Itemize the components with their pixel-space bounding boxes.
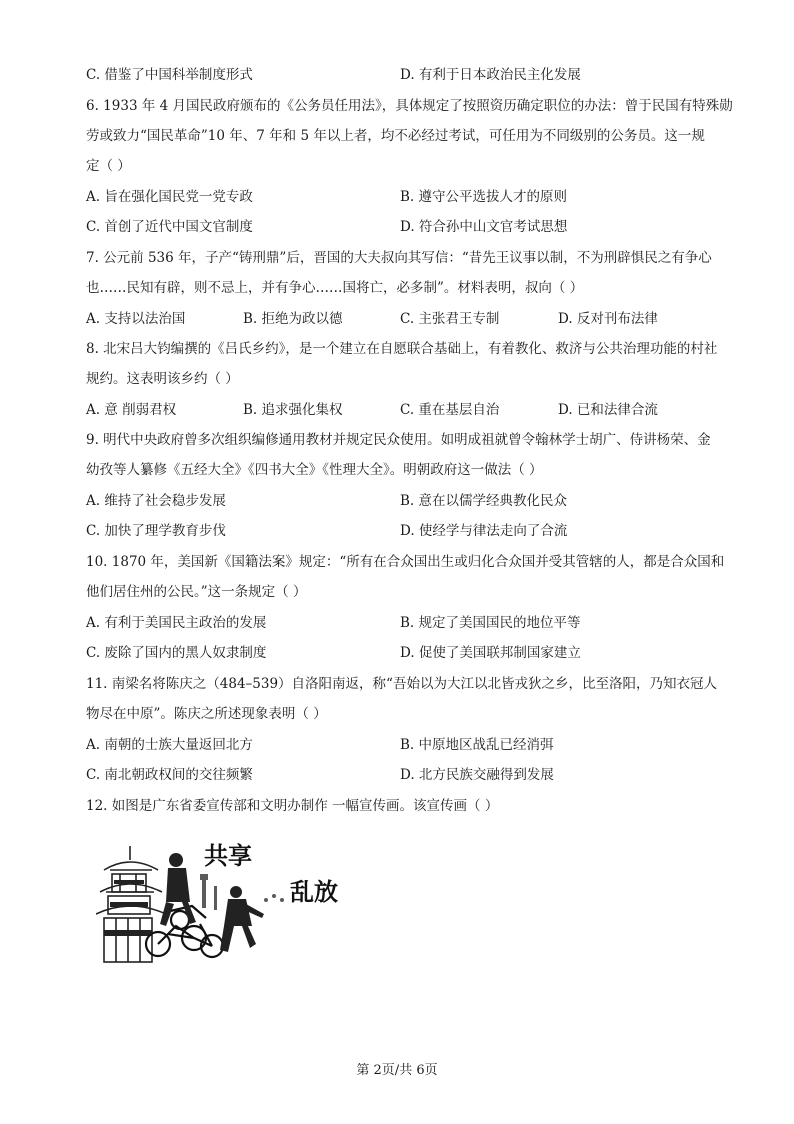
q10-stem-line-2: 他们居住州的公民。”这一条规定（ ）	[86, 584, 307, 600]
poster-text-bottom: 乱放	[290, 878, 338, 906]
q6-stem-line-2: 劳或致力“国民革命”10 年、7 年和 5 年以上者，均不必经过考试，可任用为不同级别的公务员。这一规	[86, 128, 705, 144]
q9-option-a: A. 维持了社会稳步发展	[86, 493, 226, 509]
page-number: 第 2页/共 6页	[356, 1063, 438, 1078]
q8-stem-line-1: 8. 北宋吕大钧编撰的《吕氏乡约》，是一个建立在自愿联合基础上，有着教化、救济与公共治理功能的村社	[86, 341, 718, 357]
q9-option-d: D. 使经学与律法走向了合流	[400, 523, 568, 539]
q10-option-b: B. 规定了美国国民的地位平等	[400, 615, 581, 631]
q9-option-b: B. 意在以儒学经典教化民众	[400, 493, 568, 509]
q12-stem-line-1: 12. 如图是广东省委宣传部和文明办制作 一幅宣传画。该宣传画（ ）	[86, 798, 499, 814]
poster-text-top: 共享	[204, 842, 252, 870]
q9-stem-line-1: 9. 明代中央政府曾多次组织编修通用教材并规定民众使用。如明成祖就曾令翰林学士胡广、侍讲杨荣、金	[86, 432, 711, 448]
q11-option-b: B. 中原地区战乱已经消弭	[400, 737, 554, 753]
q11-stem-line-2: 物尽在中原”。陈庆之所述现象表明（ ）	[86, 706, 327, 722]
q8-option-b: B. 追求强化集权	[243, 402, 343, 418]
q6-option-b: B. 遵守公平选拔人才的原则	[400, 189, 568, 205]
q11-option-a: A. 南朝的士族大量返回北方	[86, 737, 253, 753]
q9-option-c: C. 加快了理学教育步伐	[86, 523, 226, 539]
q7-option-c: C. 主张君王专制	[400, 311, 500, 327]
bicycles-illustration	[146, 906, 223, 957]
q5-option-d: D. 有利于日本政治民主化发展	[400, 67, 581, 83]
q7-option-b: B. 拒绝为政以德	[243, 311, 343, 327]
q6-stem-line-1: 6. 1933 年 4 月国民政府颁布的《公务员任用法》，具体规定了按照资历确定职位的办法：曾于民国有特殊勋	[86, 98, 733, 114]
q8-stem-line-2: 规约。这表明该乡约（ ）	[86, 371, 239, 387]
q9-stem-line-2: 幼孜等人纂修《五经大全》《四书大全》《性理大全》。明朝政府这一做法（ ）	[86, 462, 543, 478]
q7-option-d: D. 反对刊布法律	[558, 311, 658, 327]
q8-option-d: D. 已和法律合流	[558, 402, 658, 418]
q6-option-c: C. 首创了近代中国文官制度	[86, 219, 253, 235]
q8-option-a: A. 意 削弱君权	[86, 402, 177, 418]
q7-stem-line-2: 也……民知有辟，则不忌上，并有争心……国将亡，必多制”。材料表明，叔向（ ）	[86, 280, 584, 296]
propaganda-poster-image	[96, 826, 358, 966]
q6-option-a: A. 旨在强化国民党一党专政	[86, 189, 253, 205]
q7-stem-line-1: 7. 公元前 536 年，子产“铸刑鼎”后，晋国的大夫叔向其写信：“昔先王议事以制，不为刑辟惧民之有争心	[86, 250, 712, 266]
q10-option-c: C. 废除了国内的黑人奴隶制度	[86, 645, 267, 661]
q11-option-d: D. 北方民族交融得到发展	[400, 767, 554, 783]
q8-option-c: C. 重在基层自治	[400, 402, 500, 418]
q11-option-c: C. 南北朝政权间的交往频繁	[86, 767, 253, 783]
q10-stem-line-1: 10. 1870 年，美国新《国籍法案》规定：“所有在合众国出生或归化合众国并受其管辖的人，都是合众国和	[86, 554, 725, 570]
q6-stem-line-3: 定（ ）	[86, 158, 131, 174]
q10-option-a: A. 有利于美国民主政治的发展	[86, 615, 267, 631]
q11-stem-line-1: 11. 南梁名将陈庆之（484–539）自洛阳南返，称“吾始以为大江以北皆戎狄之乡，比至洛阳，乃知衣冠人	[86, 676, 717, 692]
q6-option-d: D. 符合孙中山文官考试思想	[400, 219, 568, 235]
q5-option-c: C. 借鉴了中国科举制度形式	[86, 67, 253, 83]
q7-option-a: A. 支持以法治国	[86, 311, 186, 327]
q10-option-d: D. 促使了美国联邦制国家建立	[400, 645, 581, 661]
